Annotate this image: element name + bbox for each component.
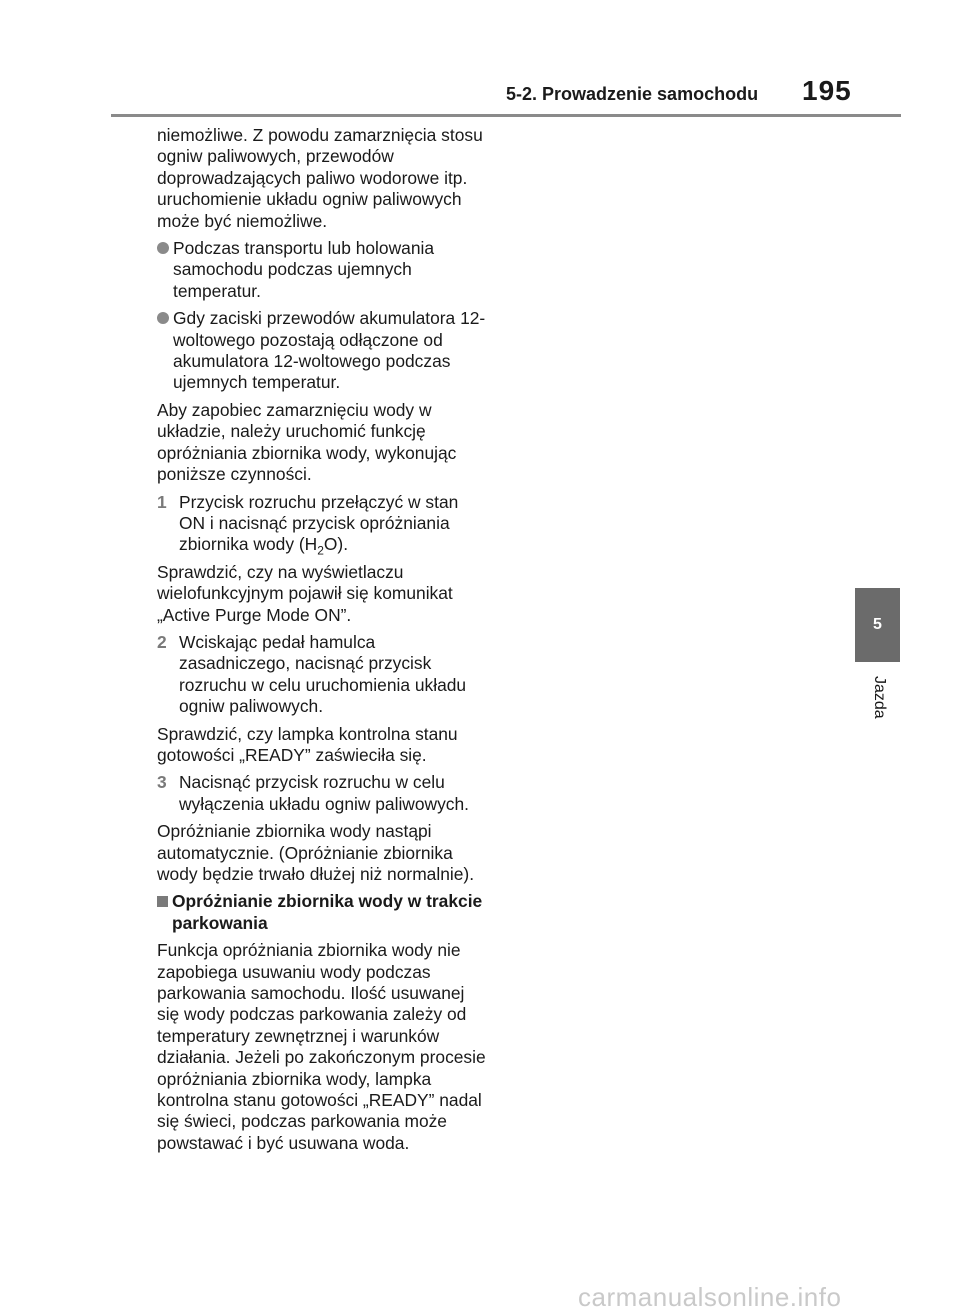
- bullet-text: Gdy zaciski przewodów akumulatora 12-woltowego pozostają odłączone od akumulatora 12-woltowego podczas ujemnych temperatur.: [173, 308, 486, 393]
- list-item: [157, 238, 487, 302]
- step-number: 3: [157, 772, 167, 793]
- header-divider: [111, 114, 901, 117]
- step-item: [157, 492, 487, 556]
- step-item: [157, 772, 487, 815]
- paragraph-prevent: Aby zapobiec zamarznięciu wody w układzie, należy uruchomić funkcję opróżniania zbiornika wody, wykonując poniższe czynności.: [157, 399, 457, 485]
- chapter-tab-number: 5: [873, 616, 882, 633]
- bullet-icon: [157, 312, 169, 324]
- chapter-tab-label: Jazda: [871, 676, 888, 719]
- chapter-tab[interactable]: [855, 588, 900, 662]
- step-item: [157, 632, 487, 718]
- step-number: 1: [157, 491, 167, 512]
- step-text: Przycisk rozruchu przełączyć w stan ON i nacisnąć przycisk opróżniania zbiornika wody $(H_2O)$.: [179, 491, 459, 558]
- square-bullet-icon: [157, 896, 168, 907]
- paragraph-auto: Opróżnianie zbiornika wody nastąpi automatycznie. (Opróżnianie zbiornika wody będzie trwało dłużej niż normalnie).: [157, 821, 475, 884]
- paragraph-parking: Funkcja opróżniania zbiornika wody nie zapobiega usuwaniu wody podczas parkowania samochodu. Ilość usuwanej się wody podczas parkowania zależy od temperatury zewnętrznej i warunków działania. Jeżeli po zakończonym procesie opróżniania zbiornika wody, lampka kontrolna stanu gotowości „READY” nadal się świeci, podczas parkowania może powstawać i być usuwana woda.: [157, 940, 486, 1153]
- paragraph-intro: niemożliwe. Z powodu zamarznięcia stosu ogniw paliwowych, przewodów doprowadzających paliwo wodorowe itp. uruchomienie układu ogniw paliwowych może być niemożliwe.: [157, 125, 483, 231]
- watermark: carmanualsonline.info: [578, 1282, 842, 1312]
- step-text: Wciskając pedał hamulca zasadniczego, nacisnąć przycisk rozruchu w celu uruchomienia układu ogniw paliwowych.: [179, 631, 467, 717]
- list-item: [157, 308, 487, 394]
- bullet-text: Podczas transportu lub holowania samochodu podczas ujemnych temperatur.: [173, 238, 435, 301]
- bullet-icon: [157, 242, 169, 254]
- step-number: 2: [157, 631, 167, 652]
- paragraph-check-2: Sprawdzić, czy lampka kontrolna stanu gotowości „READY” zaświeciła się.: [157, 723, 458, 765]
- subsection-heading: [157, 891, 487, 934]
- subsection-heading-text: Opróżnianie zbiornika wody w trakcie parkowania: [172, 891, 483, 933]
- page-number: 195: [802, 75, 852, 106]
- paragraph-check-1: Sprawdzić, czy na wyświetlaczu wielofunkcyjnym pojawił się komunikat „Active Purge Mode ON”.: [157, 561, 453, 625]
- section-title: 5-2. Prowadzenie samochodu: [506, 84, 759, 104]
- main-text-column: [157, 125, 487, 1160]
- step-text: Nacisnąć przycisk rozruchu w celu wyłączenia układu ogniw paliwowych.: [179, 772, 469, 814]
